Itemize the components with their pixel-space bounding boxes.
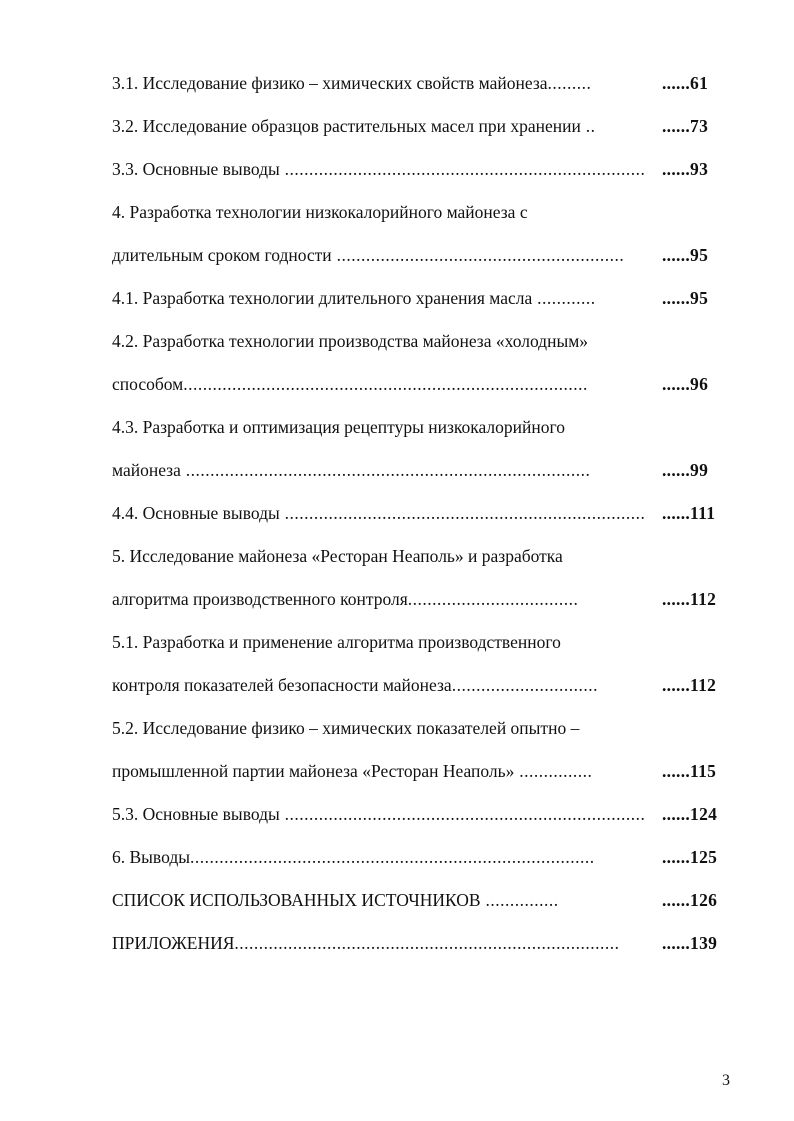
toc-entry	[112, 191, 528, 234]
toc-entry-text: 4.3. Разработка и оптимизация рецептуры низкокалорийного	[112, 417, 565, 437]
toc-entry	[112, 535, 563, 578]
toc-line	[112, 879, 724, 922]
toc-line	[112, 363, 724, 406]
toc-page-number: ......139	[662, 933, 718, 953]
toc-page-number: ......125	[662, 847, 718, 867]
toc-page-number: ......93	[662, 159, 709, 179]
toc-entry-text: 4. Разработка технологии низкокалорийного майонеза с	[112, 202, 528, 222]
toc-line	[112, 535, 724, 578]
toc-entry-text: СПИСОК ИСПОЛЬЗОВАННЫХ ИСТОЧНИКОВ	[112, 890, 481, 910]
toc-entry	[112, 836, 595, 879]
toc-entry-text: 4.2. Разработка технологии производства майонеза «холодным»	[112, 331, 589, 351]
toc-line	[112, 836, 724, 879]
toc-entry-text: 3.1. Исследование физико – химических свойств майонеза	[112, 73, 548, 93]
toc-line	[112, 793, 724, 836]
toc-leader: ...................................................................................	[180, 460, 591, 480]
page-number: 3	[722, 1072, 730, 1089]
toc-entry-text: 5. Исследование майонеза «Ресторан Неаполь» и разработка	[112, 546, 563, 566]
toc-page-number: ......126	[662, 890, 718, 910]
toc-entry-text: 5.3. Основные выводы	[112, 804, 280, 824]
toc-entry-text: 4.4. Основные выводы	[112, 503, 280, 523]
toc-entry-text: контроля показателей безопасности майонеза	[112, 675, 452, 695]
toc-page-number: ......112	[662, 675, 717, 695]
toc-leader: ...................................................................................	[183, 374, 588, 394]
toc-entry	[112, 277, 596, 320]
toc-leader: ...........................................................	[331, 245, 625, 265]
toc-entry	[112, 793, 645, 836]
toc-entry	[112, 492, 645, 535]
toc-line	[112, 750, 724, 793]
toc-leader: ...............	[514, 761, 593, 781]
toc-page-number: ......73	[662, 116, 709, 136]
toc-page-number: ......95	[662, 288, 709, 308]
toc-leader: ...............	[480, 890, 559, 910]
toc-entry	[112, 449, 590, 492]
toc-entry	[112, 234, 624, 277]
toc-page-number: ......124	[662, 804, 718, 824]
toc-entry	[112, 707, 579, 750]
toc-line	[112, 664, 724, 707]
toc-entry	[112, 62, 591, 105]
toc-line	[112, 191, 724, 234]
toc-line	[112, 406, 724, 449]
toc-line	[112, 922, 724, 965]
toc-entry-text: промышленной партии майонеза «Ресторан Неаполь»	[112, 761, 515, 781]
toc-line	[112, 234, 724, 277]
toc-page-number: ......111	[662, 503, 716, 523]
toc-entry	[112, 105, 595, 148]
toc-entry	[112, 578, 578, 621]
table-of-contents	[112, 62, 724, 965]
toc-line	[112, 707, 724, 750]
toc-line	[112, 320, 724, 363]
toc-entry-text: способом	[112, 374, 184, 394]
toc-leader: ..............................	[451, 675, 598, 695]
toc-entry	[112, 363, 588, 406]
toc-line	[112, 492, 724, 535]
toc-entry-text: 4.1. Разработка технологии длительного хранения масла	[112, 288, 533, 308]
toc-entry-text: 5.1. Разработка и применение алгоритма производственного	[112, 632, 561, 652]
toc-line	[112, 105, 724, 148]
toc-line	[112, 277, 724, 320]
toc-entry-text: майонеза	[112, 460, 181, 480]
toc-leader: ............	[532, 288, 596, 308]
toc-leader: ..........................................................................	[279, 804, 646, 824]
toc-entry	[112, 922, 620, 965]
toc-entry	[112, 664, 598, 707]
toc-entry-text: 3.2. Исследование образцов растительных масел при хранении	[112, 116, 581, 136]
toc-leader: ...................................	[407, 589, 579, 609]
toc-entry	[112, 750, 592, 793]
toc-entry	[112, 406, 565, 449]
toc-leader: ..	[580, 116, 596, 136]
toc-entry-text: длительным сроком годности	[112, 245, 332, 265]
toc-entry	[112, 621, 561, 664]
toc-leader: ..........................................................................	[279, 159, 646, 179]
toc-entry-text: 5.2. Исследование физико – химических показателей опытно –	[112, 718, 580, 738]
toc-entry-text: алгоритма производственного контроля	[112, 589, 408, 609]
toc-entry-text: 3.3. Основные выводы	[112, 159, 280, 179]
toc-line	[112, 62, 724, 105]
toc-leader: ...............................................................................	[234, 933, 620, 953]
toc-leader: ..........................................................................	[279, 503, 646, 523]
toc-page-number: ......99	[662, 460, 709, 480]
toc-page-number: ......115	[662, 761, 717, 781]
toc-entry-text: ПРИЛОЖЕНИЯ	[112, 933, 235, 953]
toc-page-number: ......112	[662, 589, 717, 609]
toc-line	[112, 449, 724, 492]
toc-page-number: ......95	[662, 245, 709, 265]
toc-entry	[112, 320, 588, 363]
toc-leader: ...................................................................................	[189, 847, 595, 867]
toc-line	[112, 621, 724, 664]
toc-entry-text: 6. Выводы	[112, 847, 190, 867]
toc-entry	[112, 879, 559, 922]
toc-page-number: ......96	[662, 374, 709, 394]
toc-entry	[112, 148, 645, 191]
toc-line	[112, 148, 724, 191]
toc-page-number: ......61	[662, 73, 709, 93]
toc-line	[112, 578, 724, 621]
toc-leader: .........	[547, 73, 592, 93]
